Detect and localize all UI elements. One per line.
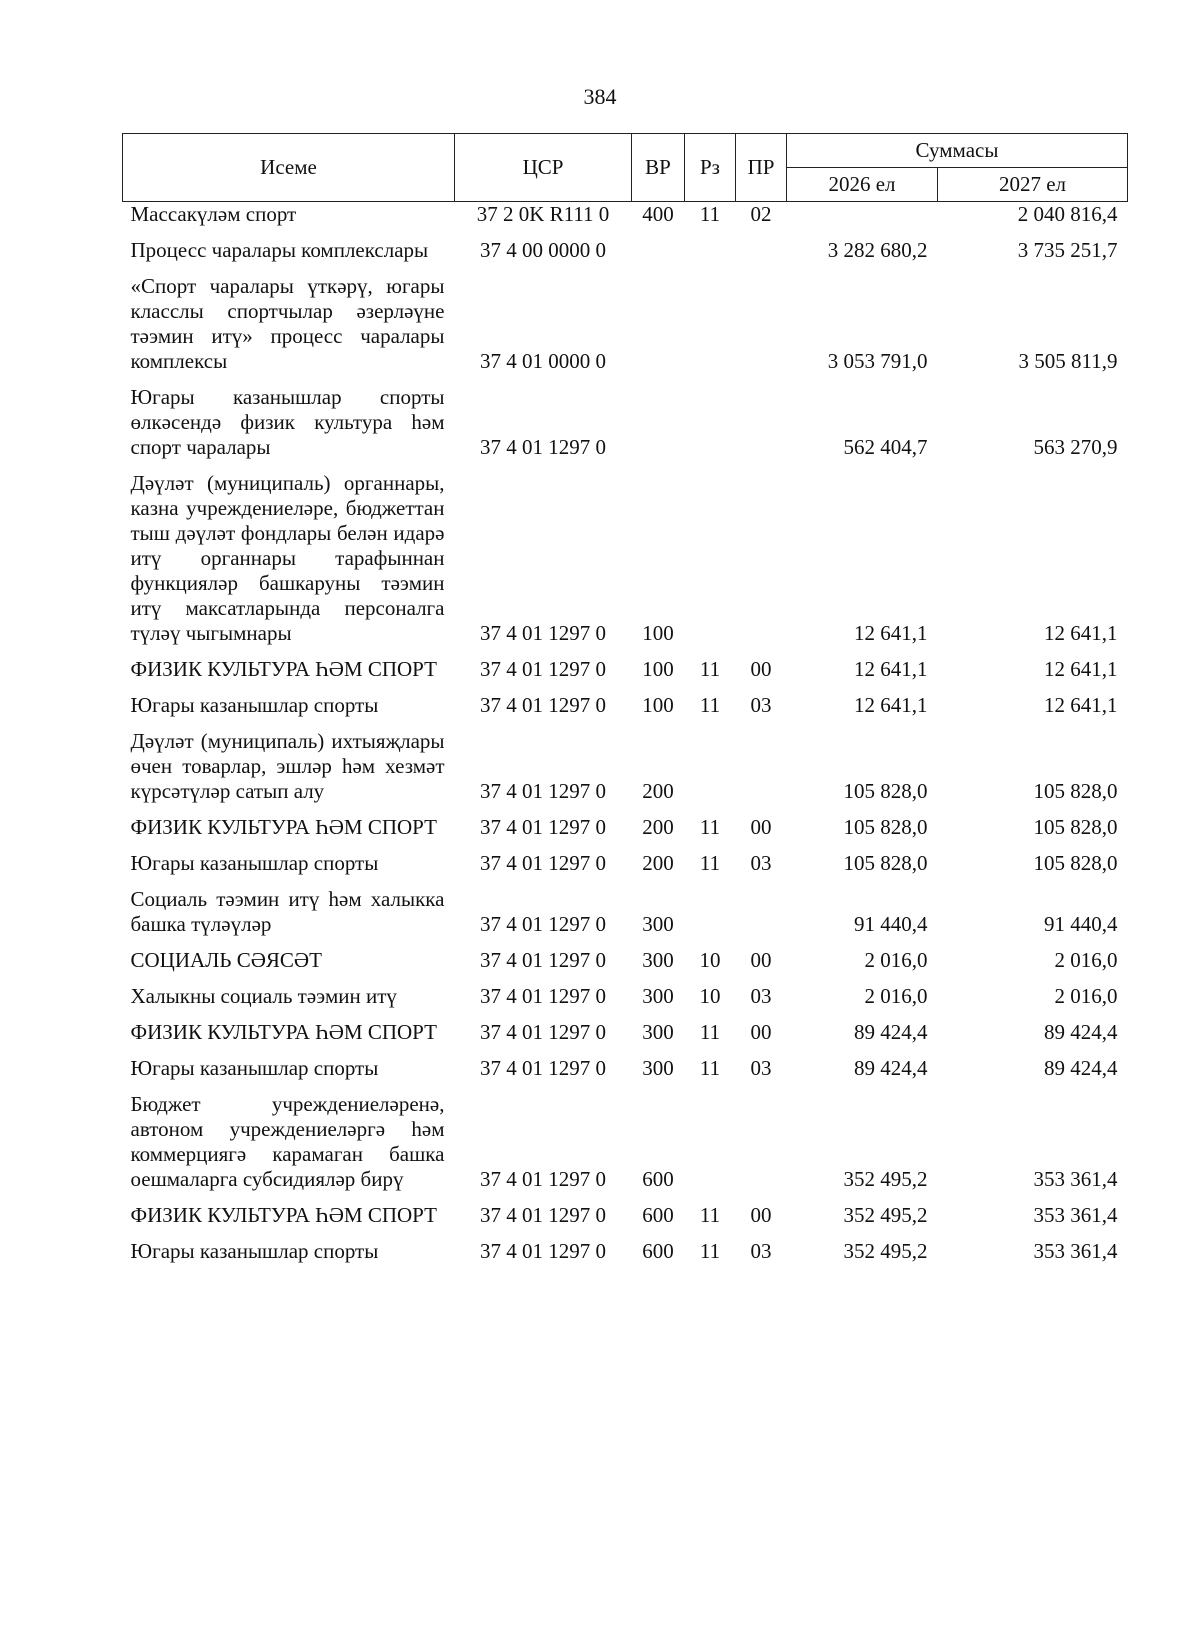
row-rz: 11 [699, 815, 721, 839]
table-row [123, 1056, 1128, 1092]
row-vr: 200 [642, 779, 674, 803]
row-rz: 11 [699, 1203, 721, 1227]
row-sum-2027: 105 828,0 [1033, 815, 1118, 839]
row-name: Югары казанышлар спорты [130, 851, 379, 875]
row-vr: 600 [642, 1239, 674, 1263]
row-sum-2026 [787, 202, 938, 239]
row-name: ФИЗИК КУЛЬТУРА ҺӘМ СПОРТ [130, 1020, 437, 1044]
row-pr: 00 [750, 1203, 772, 1227]
row-vr: 200 [642, 815, 674, 839]
row-pr: 02 [750, 202, 772, 226]
header-name: Исеме [123, 134, 455, 202]
row-name: Дәүләт (муниципаль) органнары, казна учреждениеләре, бюджеттан тыш дәүләт фондлары белән идарә итү органнары тарафыннан функцияләр башкаруны тәэмин итү максатларында персоналга түләү чыгымнары [130, 471, 445, 645]
row-pr [736, 887, 787, 948]
row-sum-2026: 3 053 791,0 [827, 349, 928, 373]
table-row [123, 948, 1128, 984]
row-pr [736, 1092, 787, 1203]
row-sum-2027: 353 361,4 [1033, 1167, 1118, 1191]
row-csr: 37 4 01 1297 0 [480, 1167, 606, 1191]
row-sum-2027: 12 641,1 [1044, 621, 1118, 645]
row-sum-2026: 12 641,1 [854, 621, 928, 645]
row-sum-2027: 89 424,4 [1044, 1020, 1118, 1044]
row-pr: 00 [750, 815, 772, 839]
table-row [123, 385, 1128, 471]
table-row [123, 471, 1128, 657]
row-pr: 03 [750, 984, 772, 1008]
row-name: Бюджет учреждениеләренә, автоном учреждениеләргә һәм коммерциягә карамаган башка оешмаларга субсидияләр бирү [130, 1092, 445, 1191]
row-csr: 37 4 01 1297 0 [480, 1239, 606, 1263]
header-row [123, 134, 1128, 168]
row-sum-2026: 89 424,4 [854, 1056, 928, 1080]
row-name: ФИЗИК КУЛЬТУРА ҺӘМ СПОРТ [130, 815, 437, 839]
row-csr: 37 4 01 1297 0 [480, 779, 606, 803]
row-sum-2027: 2 016,0 [1054, 984, 1118, 1008]
row-csr: 37 4 01 1297 0 [480, 1203, 606, 1227]
row-sum-2027: 2 040 816,4 [1017, 202, 1118, 226]
row-name: Югары казанышлар спорты [130, 693, 379, 717]
row-sum-2026: 562 404,7 [843, 435, 928, 459]
row-sum-2027: 105 828,0 [1033, 851, 1118, 875]
row-csr: 37 4 01 0000 0 [480, 349, 606, 373]
row-sum-2026: 2 016,0 [864, 948, 928, 972]
table-row [123, 657, 1128, 693]
row-csr: 37 4 01 1297 0 [480, 621, 606, 645]
table-row [123, 729, 1128, 815]
row-rz: 11 [699, 1056, 721, 1080]
row-rz [685, 887, 736, 948]
row-csr: 37 4 01 1297 0 [480, 693, 606, 717]
table-row [123, 815, 1128, 851]
row-sum-2027: 353 361,4 [1033, 1239, 1118, 1263]
row-sum-2026: 12 641,1 [854, 693, 928, 717]
row-vr: 600 [642, 1203, 674, 1227]
row-sum-2027: 2 016,0 [1054, 948, 1118, 972]
row-vr: 400 [642, 202, 674, 226]
row-sum-2026: 352 495,2 [843, 1167, 928, 1191]
page-number: 384 [583, 84, 617, 109]
table-row [123, 887, 1128, 948]
row-sum-2026: 352 495,2 [843, 1239, 928, 1263]
row-name: Социаль тәэмин итү һәм халыкка башка түләүләр [130, 887, 445, 936]
table-row [123, 1092, 1128, 1203]
row-csr: 37 4 01 1297 0 [480, 657, 606, 681]
row-name: Югары казанышлар спорты өлкәсендә физик культура һәм спорт чаралары [130, 385, 445, 459]
row-csr: 37 4 00 0000 0 [480, 238, 606, 262]
table-row [123, 202, 1128, 239]
row-csr: 37 4 01 1297 0 [480, 984, 606, 1008]
row-csr: 37 4 01 1297 0 [480, 435, 606, 459]
header-csr: ЦСР [455, 134, 632, 202]
row-rz: 11 [699, 693, 721, 717]
row-pr: 03 [750, 1056, 772, 1080]
row-name: «Спорт чаралары үткәрү, югары класслы спортчылар әзерләүне тәэмин итү» процесс чаралары комплексы [130, 274, 445, 373]
row-sum-2027: 105 828,0 [1033, 779, 1118, 803]
header-year-2027: 2027 ел [938, 168, 1128, 202]
row-csr: 37 4 01 1297 0 [480, 912, 606, 936]
row-sum-2026: 89 424,4 [854, 1020, 928, 1044]
row-rz: 11 [699, 1020, 721, 1044]
row-rz [685, 238, 736, 274]
row-pr [736, 729, 787, 815]
row-sum-2027: 89 424,4 [1044, 1056, 1118, 1080]
header-year-2026: 2026 ел [787, 168, 938, 202]
row-sum-2027: 12 641,1 [1044, 693, 1118, 717]
row-pr [736, 274, 787, 385]
row-sum-2026: 2 016,0 [864, 984, 928, 1008]
row-name: СОЦИАЛЬ СӘЯСӘТ [130, 948, 322, 972]
row-sum-2027: 91 440,4 [1044, 912, 1118, 936]
row-sum-2026: 12 641,1 [854, 657, 928, 681]
row-sum-2026: 91 440,4 [854, 912, 928, 936]
row-csr: 37 4 01 1297 0 [480, 815, 606, 839]
table-row [123, 693, 1128, 729]
row-csr: 37 4 01 1297 0 [480, 851, 606, 875]
row-rz: 11 [699, 202, 721, 226]
table-row [123, 274, 1128, 385]
row-vr: 300 [642, 1020, 674, 1044]
row-pr: 00 [750, 1020, 772, 1044]
header-vr: ВР [632, 134, 685, 202]
row-csr: 37 4 01 1297 0 [480, 1056, 606, 1080]
row-sum-2027: 353 361,4 [1033, 1203, 1118, 1227]
row-vr: 600 [642, 1167, 674, 1191]
row-rz: 10 [699, 984, 721, 1008]
row-rz: 11 [699, 1239, 721, 1263]
header-pr: ПР [736, 134, 787, 202]
row-sum-2027: 563 270,9 [1033, 435, 1118, 459]
row-rz [685, 729, 736, 815]
row-name: Югары казанышлар спорты [130, 1056, 379, 1080]
row-csr: 37 4 01 1297 0 [480, 948, 606, 972]
row-rz [685, 1092, 736, 1203]
row-vr [632, 385, 685, 471]
row-sum-2026: 352 495,2 [843, 1203, 928, 1227]
row-sum-2026: 105 828,0 [843, 851, 928, 875]
row-sum-2026: 105 828,0 [843, 815, 928, 839]
row-rz [685, 274, 736, 385]
table-row [123, 1239, 1128, 1275]
budget-table [122, 133, 1128, 1275]
row-sum-2026: 3 282 680,2 [827, 238, 928, 262]
row-vr: 300 [642, 984, 674, 1008]
row-vr: 300 [642, 948, 674, 972]
row-vr [632, 274, 685, 385]
table-row [123, 1203, 1128, 1239]
row-pr [736, 471, 787, 657]
row-vr: 200 [642, 851, 674, 875]
row-pr [736, 385, 787, 471]
row-sum-2026: 105 828,0 [843, 779, 928, 803]
row-name: Халыкны социаль тәэмин итү [130, 984, 397, 1008]
row-rz [685, 385, 736, 471]
row-vr [632, 238, 685, 274]
row-rz: 10 [699, 948, 721, 972]
row-vr: 300 [642, 1056, 674, 1080]
row-pr: 00 [750, 948, 772, 972]
table-row [123, 238, 1128, 274]
table-body [123, 202, 1128, 1276]
table-row [123, 851, 1128, 887]
row-sum-2027: 12 641,1 [1044, 657, 1118, 681]
row-name: ФИЗИК КУЛЬТУРА ҺӘМ СПОРТ [130, 657, 437, 681]
row-rz [685, 471, 736, 657]
row-rz: 11 [699, 657, 721, 681]
row-csr: 37 2 0K R111 0 [476, 202, 610, 226]
header-sums: Суммасы [787, 134, 1128, 168]
row-pr: 00 [750, 657, 772, 681]
row-pr: 03 [750, 1239, 772, 1263]
row-name: ФИЗИК КУЛЬТУРА ҺӘМ СПОРТ [130, 1203, 437, 1227]
table-row [123, 984, 1128, 1020]
header-rz: Рз [685, 134, 736, 202]
row-pr: 03 [750, 851, 772, 875]
row-csr: 37 4 01 1297 0 [480, 1020, 606, 1044]
row-name: Дәүләт (муниципаль) ихтыяҗлары өчен товарлар, эшләр һәм хезмәт күрсәтүләр сатып алу [130, 729, 445, 803]
row-sum-2027: 3 735 251,7 [1017, 238, 1118, 262]
row-pr [736, 238, 787, 274]
row-vr: 300 [642, 912, 674, 936]
row-sum-2027: 3 505 811,9 [1018, 349, 1118, 373]
table-row [123, 1020, 1128, 1056]
row-vr: 100 [642, 657, 674, 681]
row-name: Процесс чаралары комплекслары [130, 238, 429, 262]
row-pr: 03 [750, 693, 772, 717]
row-vr: 100 [642, 693, 674, 717]
row-name: Массакүләм спорт [130, 202, 297, 226]
row-rz: 11 [699, 851, 721, 875]
row-vr: 100 [642, 621, 674, 645]
row-name: Югары казанышлар спорты [130, 1239, 379, 1263]
